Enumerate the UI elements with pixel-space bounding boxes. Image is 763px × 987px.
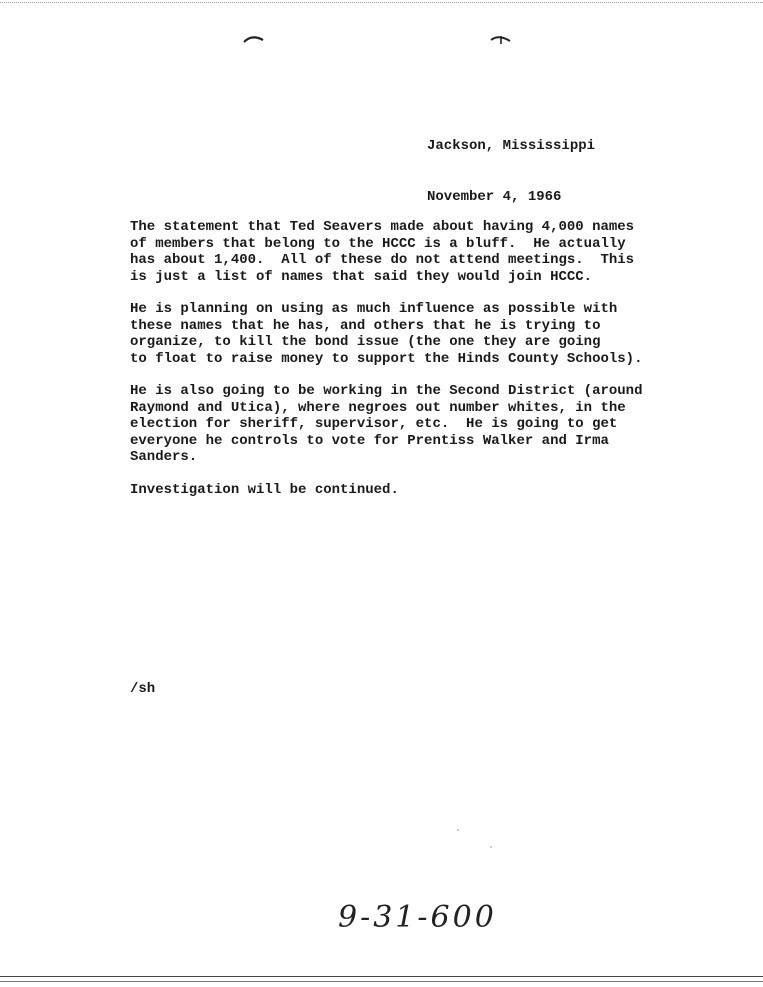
paragraph-3: He is also going to be working in the Second District (around Raymond and Utica), where negroes out number whites, in the election for sheriff, supervisor, etc. He is going to get everyone he controls to vote for Prentiss Walker and Irma Sanders. xyxy=(130,383,643,465)
top-dotted-border xyxy=(0,2,763,3)
punch-mark-right xyxy=(490,32,512,46)
bottom-rule-lower xyxy=(0,981,763,982)
letter-body xyxy=(130,219,730,514)
letter-place: Jackson, Mississippi xyxy=(427,138,596,154)
handwritten-file-number: 9-31-600 xyxy=(338,900,497,935)
scan-speck xyxy=(457,829,459,831)
typist-initials: /sh xyxy=(130,681,156,697)
punch-mark-left xyxy=(243,32,265,46)
paragraph-4: Investigation will be continued. xyxy=(130,481,399,498)
bottom-rule-upper xyxy=(0,976,763,977)
paragraph-1: The statement that Ted Seavers made about having 4,000 names of members that belong to the HCCC is a bluff. He actually has about 1,400. All of these do not attend meetings. This is just a list of names that said they would join HCCC. xyxy=(130,219,635,285)
scan-speck xyxy=(490,846,492,848)
letter-heading xyxy=(427,104,595,223)
paragraph-2: He is planning on using as much influence as possible with these names that he has, and others that he is trying to organize, to kill the bond issue (the one they are going to float to raise money to support the Hinds County Schools). xyxy=(130,301,643,367)
letter-date: November 4, 1966 xyxy=(427,189,562,205)
